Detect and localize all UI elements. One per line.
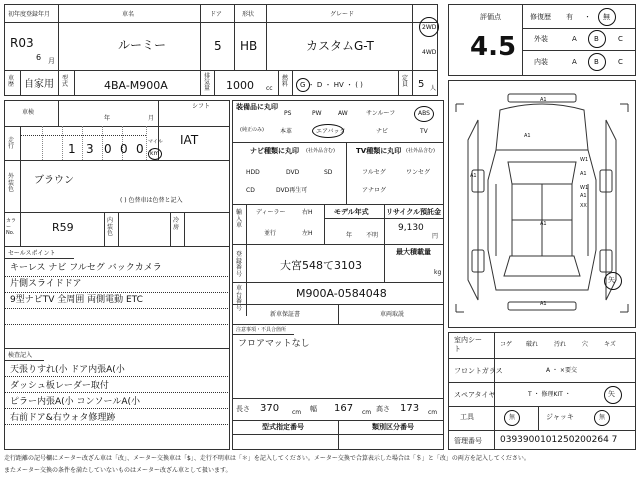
color-label: 外装色 (8, 173, 15, 194)
score-value: 4.5 (470, 32, 517, 62)
divider (4, 70, 438, 71)
katashiki-label: 型式 (62, 75, 69, 88)
damage-mark: A1 (470, 173, 477, 179)
divider (324, 204, 325, 244)
damage-mark: A1 (540, 221, 547, 227)
control-label: 管理番号 (454, 437, 482, 445)
damage-mark: W1 (580, 185, 589, 191)
divider (20, 135, 146, 136)
recycle-value: 9,130 (398, 223, 424, 233)
type-designation-label: 型式指定番号 (262, 423, 304, 431)
drive-2wd: 2WD (422, 24, 437, 31)
mileage-digit: 0 (120, 142, 128, 156)
katashiki-value: 4BA-M900A (104, 79, 168, 92)
seat-option: 破れ (526, 341, 539, 348)
drive-4wd: 4WD (422, 49, 437, 56)
selling-points-label: セールスポイント (8, 250, 56, 257)
teiin-label: 定員 (402, 75, 409, 88)
navi-label: ナビ種類に丸印 (250, 147, 299, 155)
glass-options: A ・ ×要交 (546, 367, 577, 374)
seat-option: 汚れ (554, 341, 567, 348)
divider (522, 50, 636, 51)
width-label: 幅 (310, 405, 317, 413)
bunrui-label: 車歴 (8, 75, 15, 88)
month-unit: 月 (48, 57, 55, 65)
divider (74, 70, 75, 96)
divider (20, 160, 21, 212)
height-value: 173 (400, 403, 420, 414)
footer-line-1: 走行距離の記号欄にメーター改ざん車は「改」、メーター交換車は「$」、走行不明車は「＊」を記入してください。メーター交換で合算表示した場合は「＄」と「改」の両方を記入してください。 (4, 455, 530, 462)
equip-navi: ナビ (376, 128, 389, 135)
model-year-label: モデル年式 (334, 208, 369, 216)
shape-label: 形状 (242, 11, 255, 18)
divider (4, 22, 438, 23)
equip-sunroof: サンルーフ (366, 110, 396, 117)
navi-sd: SD (324, 169, 333, 176)
seat-label: 室内シート (454, 336, 482, 354)
interior-option-c: C (618, 58, 623, 66)
reg-month-value: 6 (36, 53, 42, 62)
control-value: 0393900101250200264 7 (500, 435, 618, 445)
divider (20, 70, 21, 96)
divider (232, 282, 444, 283)
equipment-label: 装備品に丸印 (236, 103, 278, 111)
divider (4, 392, 230, 393)
max-load-unit: kg (434, 269, 442, 276)
history-separator: ・ (584, 13, 591, 21)
divider (184, 212, 185, 246)
history-label: 修復歴 (530, 13, 551, 21)
haiki-unit: cc (266, 85, 273, 92)
divider (412, 70, 413, 96)
warranty-label: 新車保証書 (270, 311, 301, 318)
tv-oneseg: ワンセグ (406, 169, 431, 176)
seat-option: 穴 (582, 341, 589, 348)
score-label: 評価点 (480, 13, 501, 21)
interior-label: 内装 (534, 58, 548, 66)
divider (4, 276, 230, 277)
inspector-note: 天張りすれ(小 ドア内張A(小 (10, 365, 125, 375)
damage-mark: A1 (540, 301, 547, 307)
divider (82, 126, 83, 160)
notes-label: 注意事項・不具合箇所 (236, 327, 287, 333)
reg-year-label: 初年度登録年月 (8, 11, 51, 18)
divider (232, 324, 444, 325)
equip-tv: TV (420, 128, 428, 135)
equip-aw: AW (338, 110, 348, 117)
shape-value: HB (240, 39, 258, 53)
shift-value: IAT (180, 133, 199, 147)
divider (4, 292, 230, 293)
divider (4, 246, 230, 247)
length-unit: cm (292, 409, 302, 416)
divider (246, 204, 247, 244)
divider (448, 382, 636, 383)
divider (4, 376, 230, 377)
divider (58, 100, 59, 126)
divider (412, 4, 413, 70)
shaken-label: 車検 (22, 109, 35, 116)
equipment-sub: (純正のみ) (240, 127, 264, 133)
tv-analog: アナログ (362, 187, 387, 194)
recycle-unit: 円 (432, 233, 439, 240)
mileage-unit-km: km (150, 150, 160, 157)
divider (102, 126, 103, 160)
navi-dvd-play: DVD再生可 (276, 187, 308, 194)
exterior-option-a: A (572, 35, 577, 43)
divider (42, 126, 43, 160)
color-no-value: R59 (52, 221, 74, 234)
damage-mark: A1 (540, 97, 547, 103)
divider (104, 212, 105, 246)
reg-year-value: R03 (10, 36, 34, 50)
car-diagram (448, 80, 636, 328)
equip-ps: PS (284, 110, 292, 117)
divider (338, 420, 339, 450)
divider (170, 212, 171, 246)
divider (4, 258, 74, 259)
seat-option: コゲ (500, 341, 513, 348)
divider (4, 324, 230, 325)
navi-sub: (社外品含む) (306, 148, 335, 154)
fuel-label: 燃料 (282, 75, 289, 88)
divider (4, 160, 230, 161)
divider (338, 304, 339, 324)
divider (448, 358, 636, 359)
fuel-options: G ・ D ・ HV ・ ( ) (300, 81, 363, 89)
haiki-label: 排気量 (204, 73, 211, 92)
manual-label: 車両取説 (380, 311, 405, 318)
damage-mark: XX (580, 203, 587, 209)
interior-option-b: B (594, 58, 599, 66)
divider (4, 212, 230, 213)
divider (4, 408, 230, 409)
inspector-note: ダッシュ板レーダー取付 (10, 381, 109, 391)
divider (62, 126, 63, 160)
grade-label: グレード (330, 11, 355, 18)
car-name-value: ルーミー (118, 38, 167, 52)
spare-selected: 矢 (608, 390, 615, 398)
divider (146, 126, 147, 160)
tv-sub: (社外品含む) (406, 148, 435, 154)
length-value: 370 (260, 403, 280, 414)
divider (58, 4, 59, 96)
divider (398, 70, 399, 96)
damage-mark: A1 (524, 133, 531, 139)
heiko-label: 並行 (264, 230, 277, 237)
height-label: 高さ (376, 405, 390, 413)
mileage-digit: 0 (136, 142, 144, 156)
dealer-label: ディーラー (256, 209, 286, 216)
hidari-label: 左H (302, 230, 313, 237)
inspector-note: 右前ドア&右ウォタ修理跡 (10, 413, 116, 423)
selling-point: キーレス ナビ フルセグ バックカメラ (10, 263, 162, 273)
divider (292, 70, 293, 96)
tool-label: 工具 (460, 413, 474, 421)
damage-mark: A1 (580, 193, 587, 199)
mileage-digit: 3 (86, 142, 94, 156)
teiin-unit: 人 (430, 85, 437, 92)
divider (4, 424, 230, 425)
jack-value: 無 (599, 414, 606, 421)
year-unit: 年 (104, 115, 111, 122)
color-no-label: カラーNo. (6, 218, 17, 236)
divider (346, 142, 347, 204)
footer-line-2: またメーター交換の条件を満たしていないものはメーター改ざん車として扱います。 (4, 467, 232, 474)
divider (324, 218, 444, 219)
spare-options: T ・ 修理KIT ・ (528, 391, 571, 398)
divider (200, 4, 201, 70)
teiin-value: 5 (418, 79, 425, 90)
interior-label: 内装色 (107, 217, 114, 238)
plate-label: 登録番号 (236, 251, 243, 278)
haiki-value: 1000 (226, 79, 254, 92)
selling-point: 片側スライドドア (10, 279, 82, 289)
exterior-option-b: B (594, 35, 599, 43)
selling-point: 9型ナビTV 全周囲 両側電動 ETC (10, 295, 143, 305)
divider (232, 334, 294, 335)
divider (20, 126, 21, 160)
divider (4, 348, 230, 349)
divider (4, 126, 230, 127)
recycle-label: リサイクル預託金 (386, 208, 442, 216)
divider (448, 430, 636, 431)
divider (232, 204, 444, 205)
divider (200, 70, 201, 96)
equip-pw: PW (312, 110, 322, 117)
migi-label: 右H (302, 209, 313, 216)
divider (214, 70, 215, 96)
chassis-value: M900A-0584048 (296, 287, 387, 300)
width-value: 167 (334, 403, 354, 414)
divider (448, 406, 636, 407)
seat-option: キズ (604, 341, 616, 348)
mileage-label: 走行 (8, 137, 15, 150)
color-note: ( ) 色替車は色替と記入 (120, 197, 183, 204)
plate-value: 大宮548て3103 (280, 259, 362, 272)
yunyu-label: 輸入車 (236, 209, 243, 230)
navi-hdd: HDD (246, 169, 260, 176)
mileage-unit-mile: マイル (148, 139, 163, 145)
divider (266, 4, 267, 70)
month-unit: 月 (148, 115, 155, 122)
damage-mark: W1 (580, 157, 589, 163)
divider (522, 4, 523, 76)
tool-value: 無 (509, 414, 516, 421)
divider (384, 244, 385, 282)
shift-label: シフト (192, 103, 211, 110)
door-value: 5 (214, 39, 222, 53)
glass-label: フロントガラス (454, 367, 503, 375)
recycle-label: 冷房 (173, 217, 180, 231)
divider (232, 142, 444, 143)
navi-cd: CD (246, 187, 255, 194)
equip-airbag: エアバック (316, 128, 346, 135)
exterior-label: 外装 (534, 35, 548, 43)
history-option-yes: 有 (566, 13, 573, 21)
max-load-label: 最大積載量 (396, 248, 431, 256)
length-label: 長さ (236, 405, 250, 413)
grade-value: カスタムG-T (306, 39, 374, 53)
divider (234, 4, 235, 70)
divider (118, 212, 119, 246)
inspector-label: 検査記入 (8, 352, 33, 359)
equip-abs: ABS (418, 110, 430, 117)
damage-mark: A1 (580, 171, 587, 177)
model-year-year: 年 (346, 232, 353, 239)
equip-leather: 本革 (280, 128, 293, 135)
tv-fullseg: フルセグ (362, 169, 386, 176)
divider (278, 70, 279, 96)
door-label: ドア (210, 11, 222, 18)
divider (20, 212, 21, 246)
category-label: 類別区分番号 (372, 423, 414, 431)
mileage-digit: 0 (104, 142, 112, 156)
divider (232, 434, 444, 435)
divider (232, 244, 444, 245)
divider (384, 204, 385, 244)
spare-label: スペアタイヤ (454, 391, 496, 399)
inspector-note: ピラー内張A(小 コンソールA(小 (10, 397, 141, 407)
chassis-label: 車台番号 (236, 285, 243, 312)
jack-label: ジャッキ (546, 413, 574, 421)
divider (538, 406, 539, 430)
car-name-label: 車名 (122, 11, 135, 18)
navi-dvd: DVD (286, 169, 300, 176)
height-unit: cm (428, 409, 438, 416)
divider (246, 244, 247, 316)
diagram-circle-label: 矢 (608, 276, 615, 284)
color-value: ブラウン (34, 175, 74, 186)
history-option-no: 無 (603, 13, 610, 21)
width-unit: cm (362, 409, 372, 416)
tv-label: TV種類に丸印 (356, 147, 402, 155)
usage-value: 自家用 (24, 79, 54, 90)
exterior-option-c: C (618, 35, 623, 43)
model-year-unknown: 不明 (366, 232, 379, 239)
interior-option-a: A (572, 58, 577, 66)
mileage-digit: 1 (68, 142, 76, 156)
divider (522, 28, 636, 29)
notes-value: フロアマットなし (238, 339, 310, 349)
divider (4, 360, 44, 361)
divider (4, 308, 230, 309)
divider (232, 398, 444, 399)
